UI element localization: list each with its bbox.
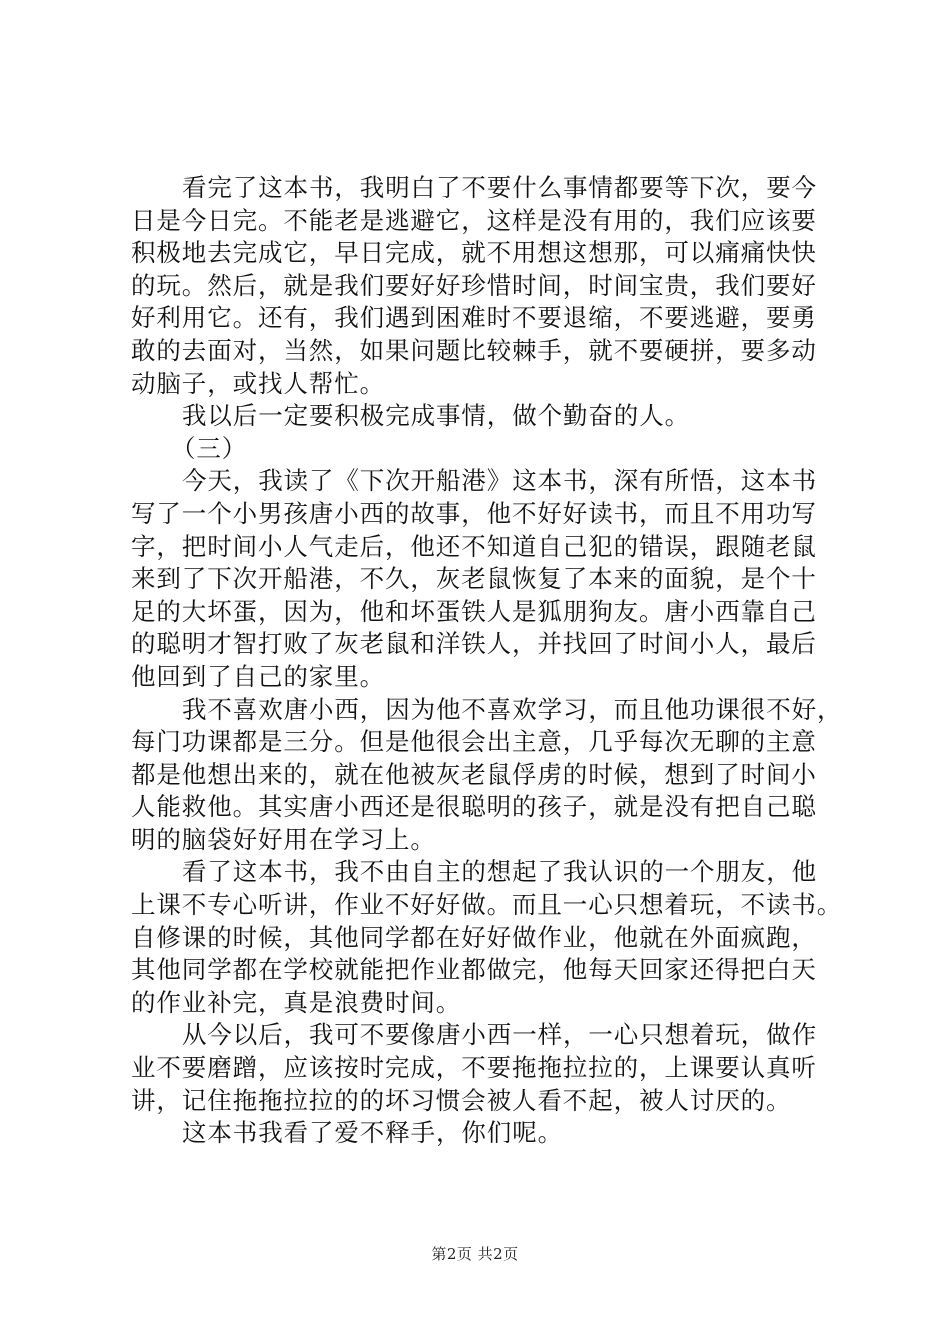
text-line: 这本书我看了爱不释手，你们呢。 bbox=[182, 1118, 563, 1148]
text-line: 足的大坏蛋，因为，他和坏蛋铁人是狐朋狗友。唐小西靠自己 bbox=[131, 596, 817, 626]
text-line: 上课不专心听讲，作业不好好做。而且一心只想着玩，不读书。 bbox=[131, 890, 843, 920]
text-line: 好利用它。还有，我们遇到困难时不要退缩，不要逃避，要勇 bbox=[131, 303, 817, 333]
section-heading: （三） bbox=[171, 433, 248, 463]
text-line: 积极地去完成它，早日完成，就不用想这想那，可以痛痛快快 bbox=[131, 238, 817, 268]
text-line: 明的脑袋好好用在学习上。 bbox=[131, 824, 436, 854]
text-line: 都是他想出来的，就在他被灰老鼠俘虏的时候，想到了时间小 bbox=[131, 759, 817, 789]
text-line: 的作业补完，真是浪费时间。 bbox=[131, 987, 462, 1017]
text-line: 动脑子，或找人帮忙。 bbox=[131, 368, 385, 398]
text-line: 他回到了自己的家里。 bbox=[131, 661, 385, 691]
text-line: 讲，记住拖拖拉拉的的坏习惯会被人看不起，被人讨厌的。 bbox=[131, 1085, 792, 1115]
text-line: 的聪明才智打败了灰老鼠和洋铁人，并找回了时间小人，最后 bbox=[131, 629, 817, 659]
page-number-footer: 第2页 共2页 bbox=[431, 1245, 519, 1263]
text-line: 来到了下次开船港，不久，灰老鼠恢复了本来的面貌，是个十 bbox=[131, 564, 817, 594]
text-line: 从今以后，我可不要像唐小西一样，一心只想着玩，做作 bbox=[182, 1020, 817, 1050]
text-line: 每门功课都是三分。但是他很会出主意，几乎每次无聊的主意 bbox=[131, 727, 817, 757]
document-body bbox=[131, 172, 843, 1150]
text-line: 字，把时间小人气走后，他还不知道自己犯的错误，跟随老鼠 bbox=[131, 531, 817, 561]
text-line: 自修课的时候，其他同学都在好好做作业，他就在外面疯跑， bbox=[131, 922, 817, 952]
text-line: 日是今日完。不能老是逃避它，这样是没有用的，我们应该要 bbox=[131, 205, 817, 235]
text-line: 我以后一定要积极完成事情，做个勤奋的人。 bbox=[182, 401, 690, 431]
text-line: 看完了这本书，我明白了不要什么事情都要等下次，要今 bbox=[182, 173, 817, 202]
text-line: 的玩。然后，就是我们要好好珍惜时间，时间宝贵，我们要好 bbox=[131, 270, 817, 300]
text-line: 其他同学都在学校就能把作业都做完，他每天回家还得把白天 bbox=[131, 955, 817, 985]
text-line: 业不要磨蹭，应该按时完成，不要拖拖拉拉的，上课要认真听 bbox=[131, 1053, 817, 1083]
text-line: 敢的去面对，当然，如果问题比较棘手，就不要硬拼，要多动 bbox=[131, 335, 817, 365]
text-line: 我不喜欢唐小西，因为他不喜欢学习，而且他功课很不好， bbox=[182, 694, 843, 724]
text-line: 今天，我读了《下次开船港》这本书，深有所悟，这本书 bbox=[182, 466, 817, 496]
text-line: 看了这本书，我不由自主的想起了我认识的一个朋友，他 bbox=[182, 857, 817, 887]
text-line: 写了一个小男孩唐小西的故事，他不好好读书，而且不用功写 bbox=[131, 498, 817, 528]
text-line: 人能救他。其实唐小西还是很聪明的孩子，就是没有把自己聪 bbox=[131, 792, 817, 822]
